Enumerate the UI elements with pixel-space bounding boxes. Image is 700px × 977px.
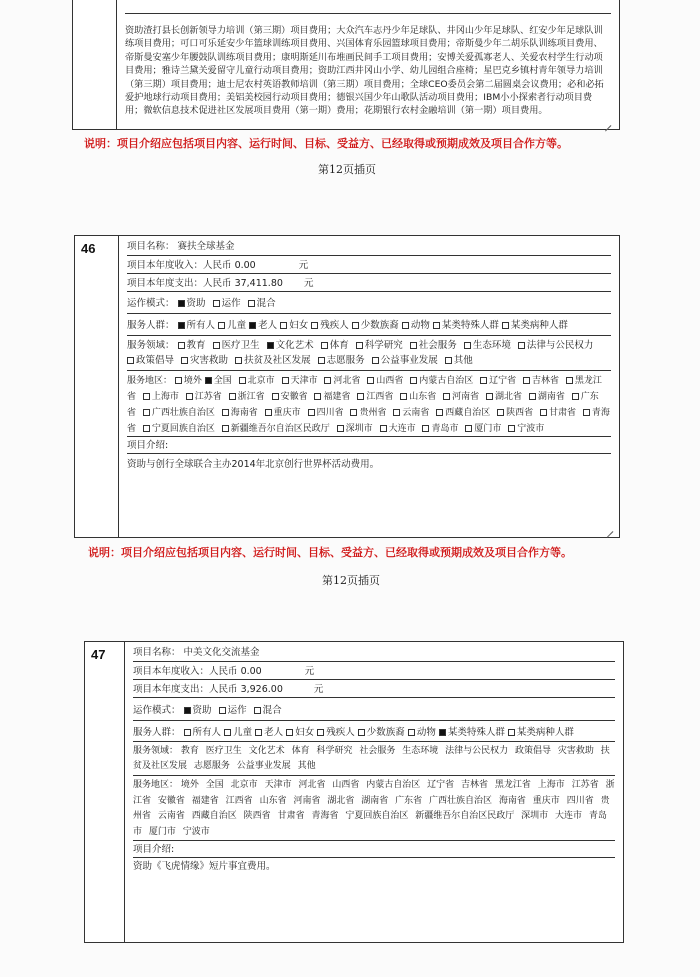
expense-value: 37,411.80	[234, 278, 283, 289]
record-46: 46 项目名称： 赛扶全球基金 项目本年度收入：人民币 0.00 元 项目本年度支出：人民币 37,411.80 元 运作模式： 资助 运作 混合 服务人群： 所有人 儿童 老人 妇女 残疾人 少数族裔 动物 某类特殊人群 某类病种人群 服务领域： 教育 医疗卫生 文化艺术 体育 科学研究 社会服务 生态环境 法律与公民权力 政策倡导 灾害救助 扶贫及社区发展 志愿服务 公益事业发展 其他 服务地区： 境外 全国 北京市 天津市 河北省 山西省 内蒙古自治区 辽宁省 吉林省 黑龙江省 上海市 江苏省 浙江省 安徽省 福建省 江西省 山东省 河南省 湖北省 湖南省 广东省 广西壮族自治区 海南省 重庆市 四川省 贵州省 云南省 西藏自治区 陕西省 甘肃省 青海省 宁夏回族自治区 新疆维吾尔自治区民政厅 深圳市 大连市 青岛市 厦门市 宁波市 项目介绍: 资助与创行全球联合主办2014年北京创行世界杯活动费用。	[74, 235, 620, 538]
field-list-47: 服务领域： 教育 医疗卫生 文化艺术 体育 科学研究 社会服务 生态环境 法律与公民权力 政策倡导 灾害救助 扶贫及社区发展 志愿服务 公益事业发展 其他	[133, 746, 610, 771]
intro-label: 项目介绍:	[133, 844, 175, 855]
intro-text: 资助与创行全球联合主办2014年北京创行世界杯活动费用。	[127, 459, 380, 470]
region-list-47: 服务地区： 境外 全国 北京市 天津市 河北省 山西省 内蒙古自治区 辽宁省 吉林省 黑龙江省 上海市 江苏省 浙江省 安徽省 福建省 江西省 山东省 河南省 湖北省 湖南省 广东省 广西壮族自治区 海南省 重庆市 四川省 贵州省 云南省 西藏自治区 陕西省 甘肃省 青海省 宁夏回族自治区 新疆维吾尔自治区民政厅 深圳市 大连市 青岛市 厦门市 宁波市	[133, 780, 615, 837]
intro-text: 资助《飞虎情缘》短片事宜费用。	[133, 861, 276, 872]
resize-handle-icon[interactable]	[605, 524, 613, 532]
note-2: 说明：项目介绍应包括项目内容、运行时间、目标、受益方、已经取得或预期成效及项目合作方等。	[88, 546, 572, 559]
region-list-46: 服务地区： 境外 全国 北京市 天津市 河北省 山西省 内蒙古自治区 辽宁省 吉林省 黑龙江省 上海市 江苏省 浙江省 安徽省 福建省 江西省 山东省 河南省 湖北省 湖南省 广东省 广西壮族自治区 海南省 重庆市 四川省 贵州省 云南省 西藏自治区 陕西省 甘肃省 青海省 宁夏回族自治区 新疆维吾尔自治区民政厅 深圳市 大连市 青岛市 厦门市 宁波市	[127, 376, 610, 434]
income-value: 0.00	[234, 260, 256, 271]
record-47: 47 项目名称： 中美文化交流基金 项目本年度收入：人民币 0.00 元 项目本年度支出：人民币 3,926.00 元 运作模式： 资助 运作 混合 服务人群： 所有人 儿童 老人 妇女 残疾人 少数族裔 动物 某类特殊人群 某类病种人群 服务领域： 教育 医疗卫生 文化艺术 体育 科学研究 社会服务 生态环境 法律与公民权力 政策倡导 灾害救助 扶贫及社区发展 志愿服务 公益事业发展 其他 服务地区： 境外 全国 北京市 天津市 河北省 山西省 内蒙古自治区 辽宁省 吉林省 黑龙江省 上海市 江苏省 浙江省 安徽省 福建省 江西省 山东省 河南省 湖北省 湖南省 广东省 广西壮族自治区 海南省 重庆市 四川省 贵州省 云南省 西藏自治区 陕西省 甘肃省 青海省 宁夏回族自治区 新疆维吾尔自治区民政厅 深圳市 大连市 青岛市 厦门市 宁波市 项目介绍: 资助《飞虎情缘》短片事宜费用。	[84, 641, 624, 943]
top-intro-text: 资助渣打县长创新领导力培训（第三期）项目费用；大众汽车志丹少年足球队、井冈山少年足球队、红安少年足球队训练项目费用；可口可乐延安少年篮球训练项目费用、兴国体育乐园篮球项目费用；帝斯曼少年二胡乐队训练项目费用、帝斯曼安塞少年腰鼓队训练项目费用；康明斯延川布堆画民间手工项目费用；安博关爱孤寡老人、关爱农村学生行动项目费用；雅诗兰黛关爱留守儿童行动项目费用；资助江西井冈山小学、幼儿园组合座椅；星巴克乡镇村青年领导力培训（第三期）项目费用；迪士尼农村英语教师培训（第三期）项目费用；全球CEO委员会第二届圆桌会议费用；必和必拓爱护地球行动项目费用；美铝美校园行动项目费用；德银兴国少年山歌队活动项目费用；IBM小小探索者行动项目费用；微软信息技术促进社区发展项目费用（第一期）费用；花期银行农村金融培训（第一期）项目费用。	[125, 25, 604, 117]
checkbox[interactable]	[213, 300, 220, 307]
page-label-2: 第12页插页	[322, 574, 380, 587]
record-number: 46	[81, 241, 96, 256]
record-number: 47	[91, 647, 106, 662]
project-name: 赛扶全球基金	[177, 241, 235, 252]
checkbox[interactable]	[248, 300, 255, 307]
expense-value: 3,926.00	[240, 684, 283, 695]
income-value: 0.00	[240, 666, 262, 677]
note-1: 说明：项目介绍应包括项目内容、运行时间、目标、受益方、已经取得或预期成效及项目合作方等。	[84, 137, 568, 150]
project-name: 中美文化交流基金	[183, 647, 260, 658]
page-label-1: 第12页插页	[318, 163, 376, 176]
intro-label: 项目介绍:	[127, 440, 169, 451]
resize-handle-icon[interactable]	[603, 118, 611, 126]
checkbox[interactable]	[178, 300, 185, 307]
